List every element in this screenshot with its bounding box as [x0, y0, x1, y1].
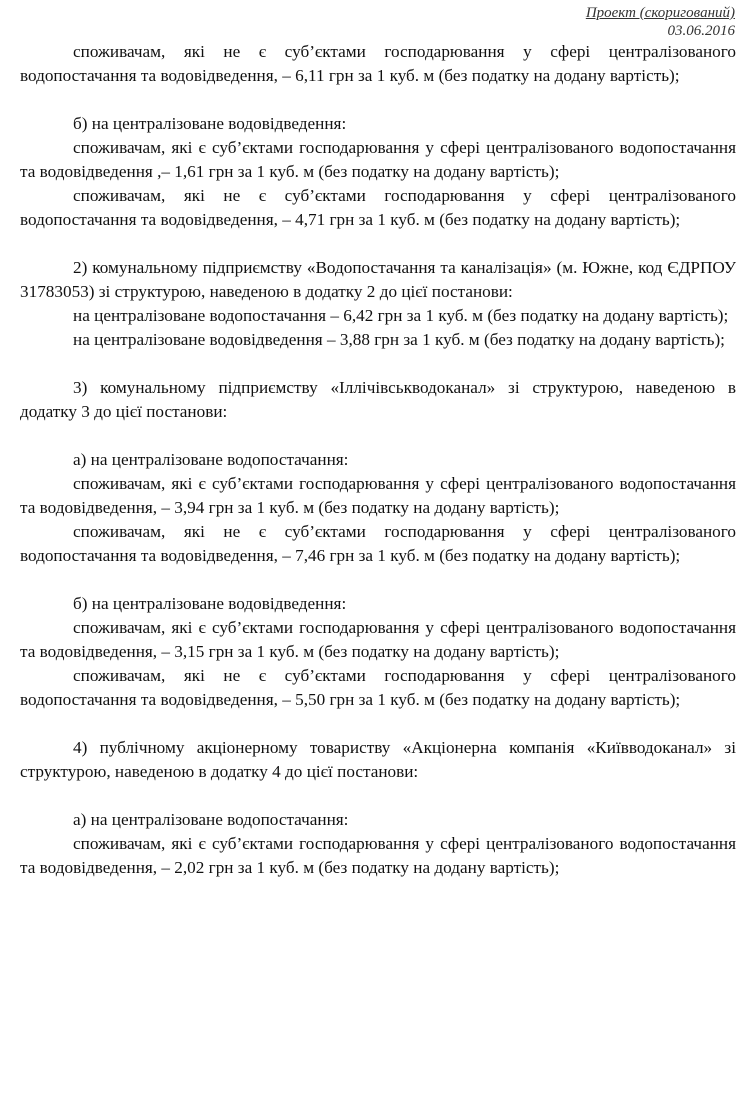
- document-body: [20, 40, 736, 880]
- paragraph: споживачам, які є суб’єктами господарювання у сфері централізованого водопостачання та водовідведення ,– 1,61 грн за 1 куб. м (без податку на додану вартість);: [20, 138, 736, 181]
- paragraph-gap: [20, 568, 736, 592]
- paragraph-gap: [20, 352, 736, 376]
- paragraph: споживачам, які є суб’єктами господарювання у сфері централізованого водопостачання та водовідведення, – 3,94 грн за 1 куб. м (без податку на додану вартість);: [20, 474, 736, 517]
- section-heading: 4) публічному акціонерному товариству «Акціонерна компанія «Київводоканал» зі структурою, наведеною в додатку 4 до цієї постанови:: [20, 738, 736, 781]
- document-header: [586, 4, 735, 40]
- subsection-heading: б) на централізоване водовідведення:: [73, 114, 347, 133]
- section-heading: 2) комунальному підприємству «Водопостачання та каналізація» (м. Южне, код ЄДРПОУ 31783053) зі структурою, наведеною в додатку 2 до цієї постанови:: [20, 258, 736, 301]
- paragraph-gap: [20, 232, 736, 256]
- project-status: Проект (скоригований): [585, 5, 735, 21]
- paragraph-gap: [20, 712, 736, 736]
- section-heading: 3) комунальному підприємству «Іллічівськводоканал» зі структурою, наведеною в додатку 3 до цієї постанови:: [20, 378, 736, 421]
- project-date: 03.06.2016: [667, 23, 735, 39]
- subsection-heading: б) на централізоване водовідведення:: [73, 594, 347, 613]
- paragraph: споживачам, які не є суб’єктами господарювання у сфері централізованого водопостачання та водовідведення, – 6,11 грн за 1 куб. м (без податку на додану вартість);: [20, 42, 736, 85]
- subsection-heading: а) на централізоване водопостачання:: [73, 450, 349, 469]
- paragraph: споживачам, які є суб’єктами господарювання у сфері централізованого водопостачання та водовідведення, – 2,02 грн за 1 куб. м (без податку на додану вартість);: [20, 834, 736, 877]
- paragraph: на централізоване водопостачання – 6,42 грн за 1 куб. м (без податку на додану вартість);: [73, 306, 729, 325]
- paragraph-gap: [20, 424, 736, 448]
- paragraph: на централізоване водовідведення – 3,88 грн за 1 куб. м (без податку на додану вартість);: [73, 330, 725, 349]
- paragraph: споживачам, які не є суб’єктами господарювання у сфері централізованого водопостачання та водовідведення, – 4,71 грн за 1 куб. м (без податку на додану вартість);: [20, 186, 736, 229]
- paragraph-gap: [20, 784, 736, 808]
- paragraph-gap: [20, 88, 736, 112]
- paragraph: споживачам, які не є суб’єктами господарювання у сфері централізованого водопостачання та водовідведення, – 5,50 грн за 1 куб. м (без податку на додану вартість);: [20, 666, 736, 709]
- paragraph: споживачам, які є суб’єктами господарювання у сфері централізованого водопостачання та водовідведення, – 3,15 грн за 1 куб. м (без податку на додану вартість);: [20, 618, 736, 661]
- paragraph: споживачам, які не є суб’єктами господарювання у сфері централізованого водопостачання та водовідведення, – 7,46 грн за 1 куб. м (без податку на додану вартість);: [20, 522, 736, 565]
- subsection-heading: а) на централізоване водопостачання:: [73, 810, 349, 829]
